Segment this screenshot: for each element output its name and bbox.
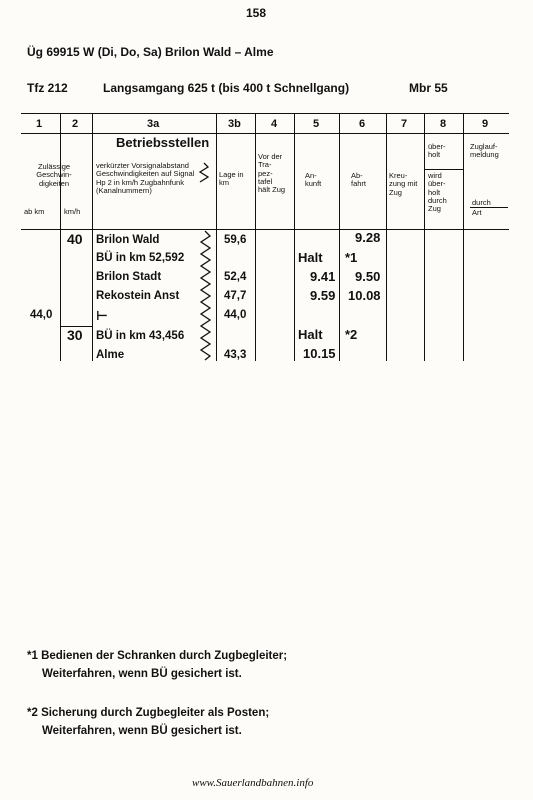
- abfahrt-time: 9.28: [355, 230, 381, 245]
- art-header: Art: [472, 208, 482, 217]
- col-number: 3a: [147, 118, 160, 130]
- col8-divider: [424, 169, 463, 170]
- page-number: 158: [246, 6, 267, 20]
- durch-header: durch: [472, 198, 491, 207]
- col-rule: [294, 113, 295, 361]
- header-rule: [21, 133, 509, 134]
- mbr-label: Mbr 55: [409, 81, 448, 95]
- station-name: BÜ in km 52,592: [96, 252, 185, 264]
- station-name: Brilon Stadt: [96, 271, 162, 283]
- wird-ueberholt-header: wird über- holt durch Zug: [428, 171, 447, 214]
- abfahrt-time: 10.08: [348, 288, 381, 303]
- col-number: 1: [36, 118, 43, 130]
- ankunft-time: Halt: [298, 250, 323, 265]
- abfahrt-time: *1: [345, 250, 358, 265]
- col-number: 4: [271, 118, 278, 130]
- speed-value: 40: [67, 231, 83, 247]
- station-name: Brilon Wald: [96, 234, 160, 246]
- abfahrt-header: Ab- fahrt: [351, 171, 367, 189]
- footnote-2-cont: Weiterfahren, wenn BÜ gesichert ist.: [42, 725, 242, 737]
- ankunft-header: An- kunft: [305, 171, 322, 189]
- lage-value: 59,6: [224, 234, 247, 246]
- ab-km-value: 44,0: [30, 309, 53, 321]
- footnote-1: *1 Bedienen der Schranken durch Zugbegleiter;: [27, 650, 288, 662]
- col-number: 9: [482, 118, 489, 130]
- col4-header: Vor der Tra- pez- tafel hält Zug: [258, 152, 286, 195]
- col-rule: [424, 113, 425, 361]
- col-number: 7: [401, 118, 408, 130]
- footnote-2: *2 Sicherung durch Zugbegleiter als Posten;: [27, 707, 270, 719]
- kmh-header: km/h: [64, 207, 81, 216]
- lage-value: 52,4: [224, 271, 247, 283]
- speed-header: Zulässige Geschwin- digkeiten: [36, 162, 72, 188]
- col-number: 5: [313, 118, 320, 130]
- lage-value: 43,3: [224, 349, 247, 361]
- wavy-line-icon: [198, 229, 212, 361]
- abfahrt-time: *2: [345, 327, 358, 342]
- lage-header: Lage in km: [219, 170, 244, 188]
- col-rule: [463, 113, 464, 361]
- col-rule: [60, 113, 61, 361]
- speed-board-icon: ⊢: [96, 308, 108, 323]
- betriebsstellen-header: Betriebsstellen: [116, 135, 210, 150]
- ankunft-time: 10.15: [303, 346, 336, 361]
- col-rule: [255, 113, 256, 361]
- ankunft-time: Halt: [298, 327, 323, 342]
- tfz-label: Tfz 212: [27, 81, 68, 95]
- abfahrt-time: 9.50: [355, 269, 381, 284]
- kreuzung-header: Kreu- zung mit Zug: [389, 171, 418, 197]
- col-rule: [339, 113, 340, 361]
- zuglaufmeldung-header: Zuglauf- meldung: [470, 142, 499, 160]
- table-top-rule: [21, 113, 509, 114]
- wavy-line-icon: [198, 162, 210, 184]
- ankunft-time: 9.41: [310, 269, 336, 284]
- speed-value: 30: [67, 327, 83, 343]
- column-3a-description: verkürzter Vorsignalabstand Geschwindigkeiten auf Signal Hp 2 in km/h Zugbahnfunk (Kanalnummern): [96, 161, 195, 195]
- ab-km-header: ab km: [24, 207, 45, 216]
- col-number: 2: [72, 118, 79, 130]
- col-number: 8: [440, 118, 447, 130]
- ankunft-time: 9.59: [310, 288, 336, 303]
- col-number: 6: [359, 118, 366, 130]
- load-label: Langsamgang 625 t (bis 400 t Schnellgang): [103, 81, 350, 95]
- train-title: Üg 69915 W (Di, Do, Sa) Brilon Wald – Alme: [27, 45, 274, 59]
- footnote-1-cont: Weiterfahren, wenn BÜ gesichert ist.: [42, 668, 242, 680]
- col-rule: [92, 113, 93, 361]
- lage-value: 44,0: [224, 309, 247, 321]
- station-name: BÜ in km 43,456: [96, 330, 185, 342]
- body-rule: [21, 229, 509, 230]
- ueberholt-header: über- holt: [428, 142, 446, 160]
- station-name: Alme: [96, 349, 125, 361]
- watermark: www.Sauerlandbahnen.info: [192, 777, 314, 789]
- col-number: 3b: [228, 118, 241, 130]
- col-rule: [216, 113, 217, 361]
- station-name: Rekostein Anst: [96, 290, 180, 302]
- lage-value: 47,7: [224, 290, 247, 302]
- col-rule: [386, 113, 387, 361]
